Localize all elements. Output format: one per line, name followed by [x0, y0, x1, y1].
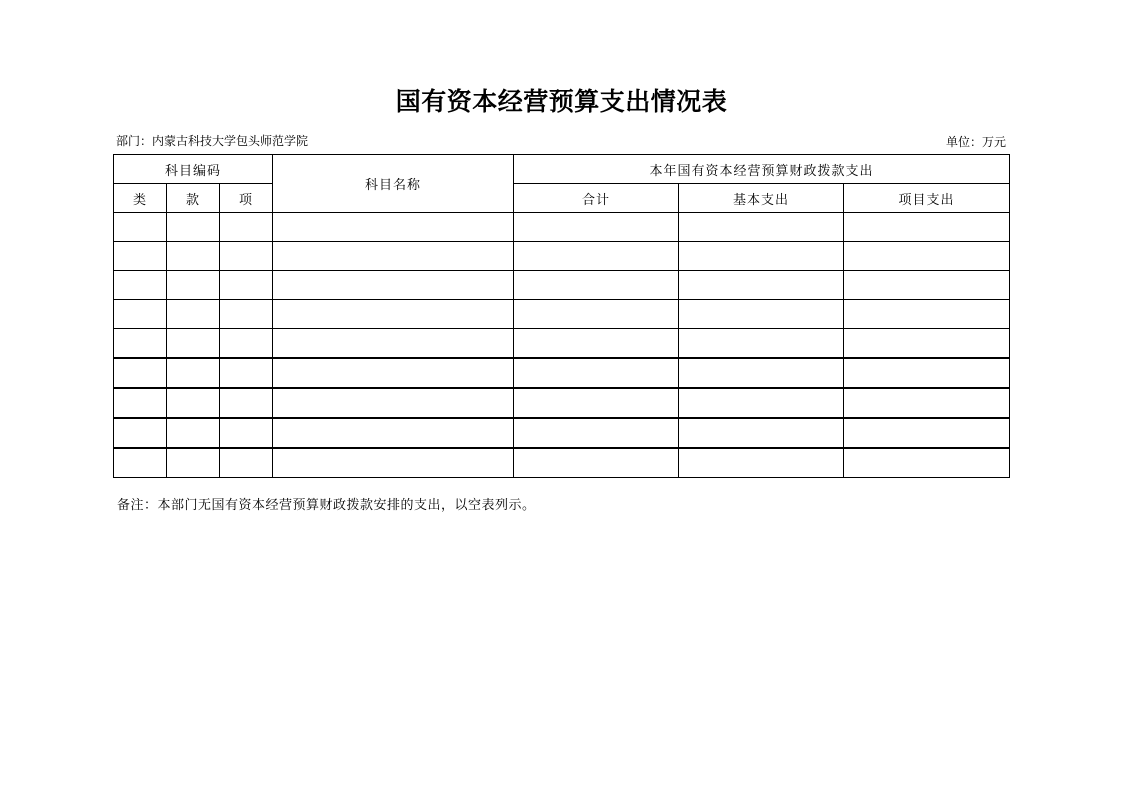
cell-lei [114, 213, 167, 242]
table-row [114, 418, 1010, 448]
table-row [114, 358, 1010, 388]
cell-xiang [220, 358, 273, 388]
header-code-group: 科目编码 [114, 155, 273, 184]
cell-kuan [167, 329, 220, 359]
cell-project [844, 300, 1010, 329]
cell-kuan [167, 213, 220, 242]
cell-project [844, 213, 1010, 242]
cell-xiang [220, 242, 273, 271]
table-row [114, 300, 1010, 329]
cell-name [273, 418, 514, 448]
cell-lei [114, 329, 167, 359]
cell-lei [114, 242, 167, 271]
cell-xiang [220, 213, 273, 242]
cell-total [514, 213, 679, 242]
header-code-kuan: 款 [167, 184, 220, 213]
cell-basic [679, 388, 844, 418]
cell-project [844, 418, 1010, 448]
cell-total [514, 329, 679, 359]
cell-xiang [220, 329, 273, 359]
cell-basic [679, 418, 844, 448]
header-project: 项目支出 [844, 184, 1010, 213]
cell-name [273, 213, 514, 242]
cell-xiang [220, 448, 273, 478]
cell-xiang [220, 418, 273, 448]
header-subject-name: 科目名称 [273, 155, 514, 213]
cell-total [514, 358, 679, 388]
footnote: 备注：本部门无国有资本经营预算财政拨款安排的支出，以空表列示。 [117, 498, 536, 513]
cell-lei [114, 300, 167, 329]
cell-kuan [167, 242, 220, 271]
table-row [114, 388, 1010, 418]
cell-lei [114, 358, 167, 388]
cell-project [844, 329, 1010, 359]
cell-xiang [220, 300, 273, 329]
cell-basic [679, 329, 844, 359]
header-expense-group: 本年国有资本经营预算财政拨款支出 [514, 155, 1010, 184]
header-basic: 基本支出 [679, 184, 844, 213]
header-total: 合计 [514, 184, 679, 213]
cell-name [273, 242, 514, 271]
cell-name [273, 388, 514, 418]
cell-total [514, 448, 679, 478]
budget-table [113, 154, 1010, 478]
cell-total [514, 388, 679, 418]
department-label: 部门：内蒙古科技大学包头师范学院 [116, 134, 309, 148]
cell-basic [679, 271, 844, 300]
cell-basic [679, 300, 844, 329]
cell-kuan [167, 448, 220, 478]
cell-kuan [167, 388, 220, 418]
cell-kuan [167, 358, 220, 388]
cell-basic [679, 242, 844, 271]
cell-total [514, 300, 679, 329]
cell-xiang [220, 388, 273, 418]
cell-xiang [220, 271, 273, 300]
cell-name [273, 300, 514, 329]
cell-kuan [167, 271, 220, 300]
cell-lei [114, 388, 167, 418]
cell-total [514, 242, 679, 271]
cell-basic [679, 448, 844, 478]
cell-name [273, 358, 514, 388]
cell-project [844, 448, 1010, 478]
cell-name [273, 271, 514, 300]
cell-total [514, 271, 679, 300]
page-title: 国有资本经营预算支出情况表 [395, 87, 728, 116]
cell-lei [114, 418, 167, 448]
unit-label: 单位：万元 [945, 135, 1006, 149]
table-row [114, 213, 1010, 242]
cell-kuan [167, 300, 220, 329]
table-row [114, 242, 1010, 271]
cell-lei [114, 271, 167, 300]
header-code-xiang: 项 [220, 184, 273, 213]
cell-name [273, 329, 514, 359]
cell-project [844, 358, 1010, 388]
cell-project [844, 388, 1010, 418]
cell-basic [679, 358, 844, 388]
cell-kuan [167, 418, 220, 448]
header-code-lei: 类 [114, 184, 167, 213]
table-row [114, 271, 1010, 300]
cell-project [844, 271, 1010, 300]
cell-lei [114, 448, 167, 478]
cell-name [273, 448, 514, 478]
table-row [114, 329, 1010, 359]
cell-total [514, 418, 679, 448]
table-row [114, 448, 1010, 478]
cell-basic [679, 213, 844, 242]
cell-project [844, 242, 1010, 271]
